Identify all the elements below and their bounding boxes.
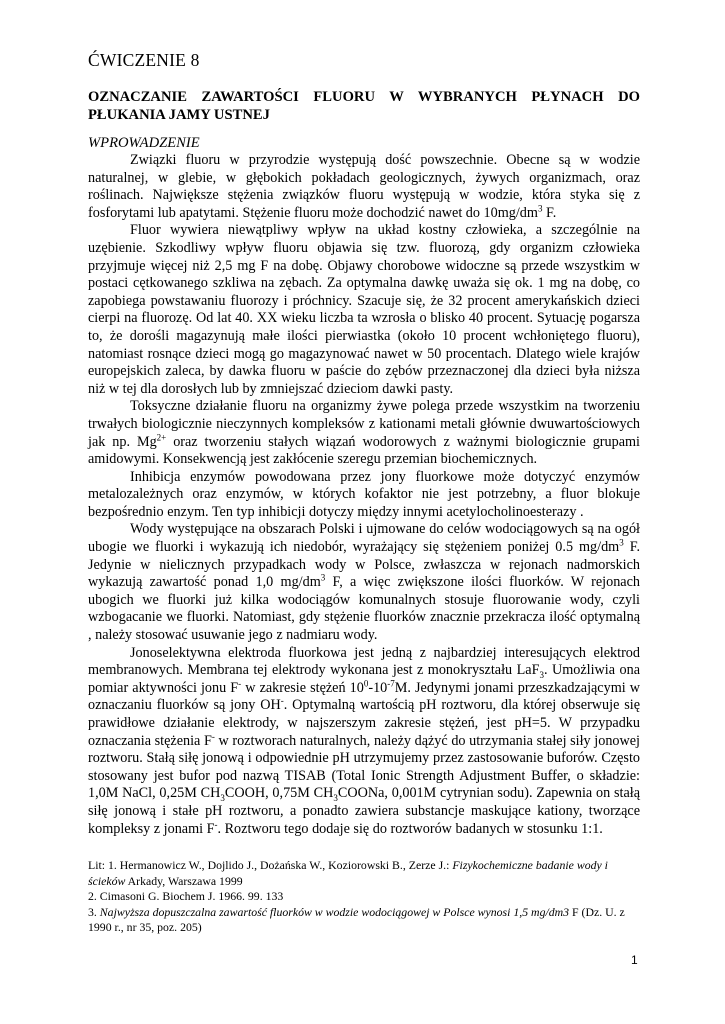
superscript: - xyxy=(214,818,218,829)
paragraph-5 xyxy=(88,521,640,644)
section-heading: WPROWADZENIE xyxy=(88,135,200,151)
subscript: 3 xyxy=(220,793,225,804)
paragraph-text: . Umożliwia ona pomiar aktywności jonu F xyxy=(88,662,640,696)
paragraph-text: F. Jedynie w nielicznych przypadkach wody w Polsce, zwłaszcza w rejonach nadmorskich wykazują zawartość ponad 1,0 mg/dm xyxy=(88,539,640,591)
superscript: 2+ xyxy=(156,431,167,442)
paragraph-6 xyxy=(88,645,640,839)
document-subtitle: OZNACZANIE ZAWARTOŚCI FLUORU W WYBRANYCH PŁYNACH DO PŁUKANIA JAMY USTNEJ xyxy=(88,89,640,123)
paragraph-1 xyxy=(88,152,640,222)
reference-text: Arkady, Warszawa 1999 xyxy=(125,873,243,888)
paragraph-text: . Roztworu tego dodaje się do roztworów badanych w stosunku 1:1. xyxy=(217,820,603,837)
superscript: - xyxy=(280,695,284,706)
paragraph-text: F. xyxy=(542,204,557,221)
paragraph-text: w zakresie stężeń 10 xyxy=(241,679,364,696)
superscript: 3 xyxy=(320,572,326,583)
paragraph-2: Fluor wywiera niewątpliwy wpływ na układ kostny człowieka, a szczególnie na uzębienie. Szkodliwy wpływ fluoru objawia się tzw. fluorozą, gdy organizm człowieka przyjmuje więcej niż 2,5 mg F na dobę. Objawy chorobowe widoczne są przede wszystkim w postaci cętkowanego szkliwa na zębach. Za optymalna dawkę uważa się ok. 1 mg na dobę, co zapobiega powstawaniu fluorozy i próchnicy. Szacuje się, że 32 procent amerykańskich dzieci cierpi na fluorozę. Od lat 40. XX wieku liczba ta wzrosła o blisko 40 procent. Sytuację pogarsza to, że dorośli magazynują małe ilości pierwiastka (około 10 procent wchłoniętego fluoru), natomiast rosnące dzieci mogą go magazynować nawet w 50 procentach. Dlatego wiele krajów europejskich zaleca, by dawka fluoru w paście do zębów przeznaczonej dla dzieci była niższa niż w tej dla dorosłych lub by zmniejszać dzieciom dawki pasty. xyxy=(88,222,640,397)
paragraph-text: M. Jedynymi jonami przeszkadzającymi w oznaczaniu fluorków są jony OH xyxy=(88,679,641,714)
paragraph-4: Inhibicja enzymów powodowana przez jony fluorkowe może dotyczyć enzymów metalozależnych oraz enzymów, w których kofaktor nie jest potrzebny, a fluor blokuje bezpośrednio enzym. Ten typ inhibicji dotyczy między innymi acetylocholinoesterazy . xyxy=(88,468,640,520)
references xyxy=(88,858,640,936)
superscript: 0 xyxy=(363,678,369,689)
reference-title: Fizykochemiczne badanie wody i ścieków xyxy=(88,858,608,888)
reference-text: Lit: 1. Hermanowicz W., Dojlido J., Dożańska W., Koziorowski B., Zerze J.: xyxy=(88,858,453,872)
subscript: 3 xyxy=(333,793,338,804)
reference-text: 3. xyxy=(88,904,100,919)
paragraph-text: Toksyczne działanie fluoru na organizmy żywe polega przede wszystkim na tworzeniu trwałych biologicznie nieczynnych kompleksów z kationami metali głównie dwuwartościowych jak np. Mg xyxy=(88,398,640,450)
reference-text: F (Dz. U. z 1990 r., nr 35, poz. 205) xyxy=(88,904,625,935)
paragraph-text: . Optymalną wartością pH roztworu, dla której obserwuje się prawidłowe działanie elektrody, w najszerszym zakresie stężeń, jest pH=5. W przypadku oznaczania stężenia F xyxy=(88,697,640,749)
superscript: - xyxy=(238,678,242,689)
paragraph-text: oraz tworzeniu stałych wiązań wodorowych z ważnymi biologicznie grupami amidowymi. Konsekwencją jest zakłócenie szeregu przemian biochemicznych. xyxy=(88,433,640,468)
paragraph-text: Jonoselektywna elektroda fluorkowa jest jedną z najbardziej interesujących elektrod membranowych. Membrana tej elektrody wykonana jest z monokryształu LaF xyxy=(88,644,640,679)
paragraph-text: COOH, 0,75M CH xyxy=(224,785,334,802)
reference-1 xyxy=(88,858,640,889)
reference-title: Najwyższa dopuszczalna zawartość fluorków w wodzie wodociągowej w Polsce wynosi 1,5 mg/dm3 xyxy=(99,904,570,919)
paragraph-text: COONa, 0,001M cytrynian sodu). Zapewnia on stałą siłę jonową i stałe pH roztworu, a ponadto zawiera substancje maskujące kationy, tworzące kompleksy z jonami F xyxy=(88,785,641,837)
reference-3 xyxy=(88,905,640,936)
superscript: 3 xyxy=(619,537,624,548)
page-number: 1 xyxy=(631,953,638,967)
paragraph-text: w roztworach naturalnych, należy dążyć do utrzymania stałej siły jonowej roztworu. Stałą siłę jonową i odpowiednie pH utrzymujemy przez zastosowanie buforów. Często stosowany jest bufor pod nazwą TISAB (Total Ionic Strength Adjustment Buffer, o składzie: 1,0M NaCl, 0,25M CH xyxy=(88,732,640,802)
paragraph-3 xyxy=(88,398,640,468)
superscript: - xyxy=(211,730,215,741)
body-text xyxy=(88,152,640,838)
superscript: 3 xyxy=(537,203,543,214)
paragraph-text: Wody występujące na obszarach Polski i ujmowane do celów wodociągowych są na ogół ubogie we fluorki i wykazują ich niedobór, wyrażający się stężeniem poniżej 0.5 mg/dm xyxy=(88,521,640,556)
superscript: -7 xyxy=(387,678,395,689)
reference-2: 2. Cimasoni G. Biochem J. 1966. 99. 133 xyxy=(88,889,284,904)
paragraph-text: F, a więc zwiększone ilości fluorków. W rejonach ubogich we fluorki już kilka wodociągów komunalnych stosuje fluorowanie wody, czyli wzbogacanie we fluorki. Natomiast, gdy stężenie fluorków znacznie przekracza ilość optymalną , należy stosować usuwanie jego z nadmiaru wody. xyxy=(88,574,640,644)
page-title: ĆWICZENIE 8 xyxy=(88,50,200,70)
paragraph-text: Związki fluoru w przyrodzie występują dość powszechnie. Obecne są w wodzie naturalnej, w glebie, w głębokich pokładach geologicznych, żywych organizmach, oraz roślinach. Największe stężenia związków fluoru występują w wodzie, która styka się z fosforytami lub apatytami. Stężenie fluoru może dochodzić nawet do 10mg/dm xyxy=(88,152,640,221)
paragraph-text: -10 xyxy=(368,679,388,696)
subscript: 3 xyxy=(539,670,544,681)
